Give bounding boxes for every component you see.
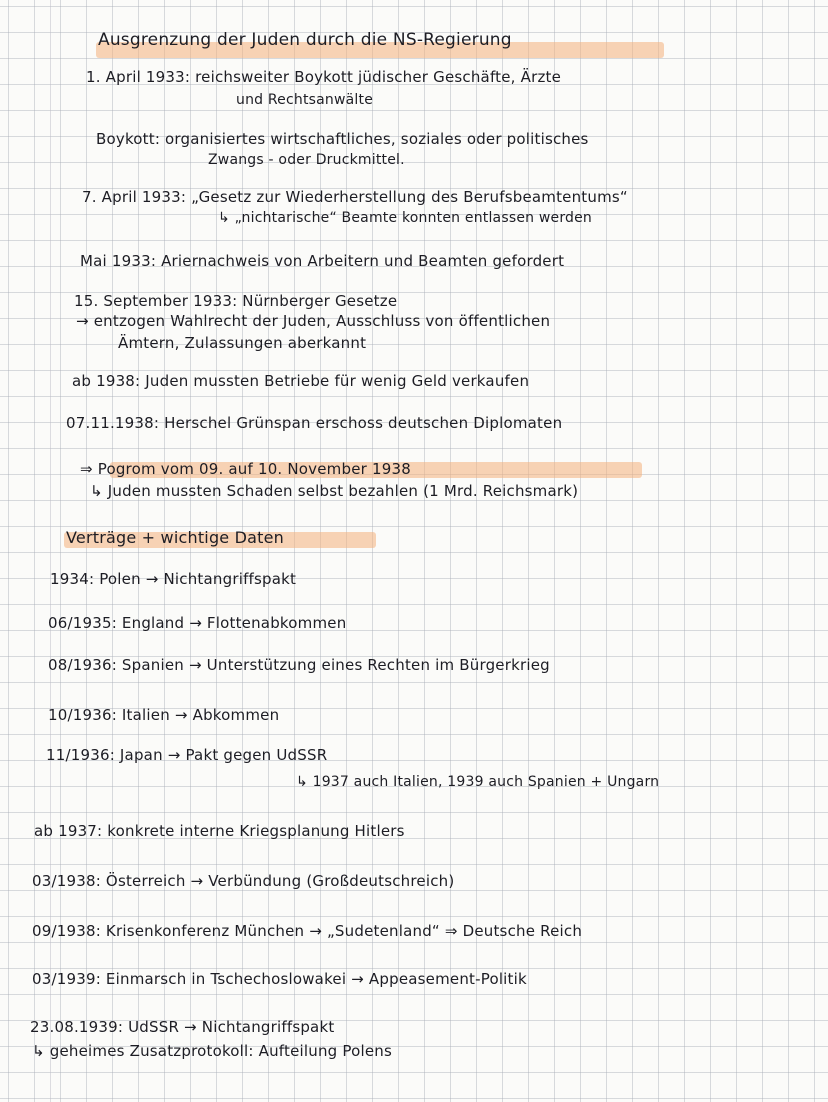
note-line: 09/1938: Krisenkonferenz München → „Sudetenland“ ⇒ Deutsche Reich: [32, 922, 583, 940]
note-line: 07.11.1938: Herschel Grünspan erschoss deutschen Diplomaten: [66, 414, 563, 432]
note-line: ab 1938: Juden mussten Betriebe für wenig Geld verkaufen: [72, 372, 530, 390]
note-line: 7. April 1933: „Gesetz zur Wiederherstellung des Berufsbeamtentums“: [82, 188, 628, 206]
note-line: 08/1936: Spanien → Unterstützung eines Rechten im Bürgerkrieg: [48, 656, 550, 674]
page-title: Ausgrenzung der Juden durch die NS-Regierung: [98, 30, 512, 50]
note-line: 06/1935: England → Flottenabkommen: [48, 614, 347, 632]
section-heading: Verträge + wichtige Daten: [66, 528, 285, 547]
note-line: Mai 1933: Ariernachweis von Arbeitern und Beamten gefordert: [80, 252, 565, 270]
note-line: ab 1937: konkrete interne Kriegsplanung Hitlers: [34, 822, 405, 840]
note-line: 23.08.1939: UdSSR → Nichtangriffspakt: [30, 1018, 335, 1036]
note-line: ↳ „nichtarische“ Beamte konnten entlassen werden: [218, 210, 593, 226]
note-line: → entzogen Wahlrecht der Juden, Ausschluss von öffentlichen: [76, 312, 551, 330]
note-line: ↳ 1937 auch Italien, 1939 auch Spanien + Ungarn: [296, 774, 660, 790]
note-line: ⇒ Pogrom vom 09. auf 10. November 1938: [80, 460, 411, 478]
note-line: ↳ geheimes Zusatzprotokoll: Aufteilung Polens: [32, 1042, 392, 1060]
note-line: 10/1936: Italien → Abkommen: [48, 706, 280, 724]
note-line: und Rechtsanwälte: [236, 92, 374, 108]
note-line: 03/1939: Einmarsch in Tschechoslowakei → Appeasement-Politik: [32, 970, 527, 988]
note-line: 11/1936: Japan → Pakt gegen UdSSR: [46, 746, 328, 764]
note-line: Zwangs - oder Druckmittel.: [208, 152, 405, 168]
note-line: Ämtern, Zulassungen aberkannt: [118, 334, 367, 352]
note-line: 03/1938: Österreich → Verbündung (Großdeutschreich): [32, 872, 455, 890]
note-line: 1. April 1933: reichsweiter Boykott jüdischer Geschäfte, Ärzte: [86, 68, 562, 86]
note-line: 15. September 1933: Nürnberger Gesetze: [74, 292, 398, 310]
note-line: ↳ Juden mussten Schaden selbst bezahlen (1 Mrd. Reichsmark): [90, 482, 579, 500]
note-line: Boykott: organisiertes wirtschaftliches, soziales oder politisches: [96, 130, 589, 148]
note-line: 1934: Polen → Nichtangriffspakt: [50, 570, 297, 588]
